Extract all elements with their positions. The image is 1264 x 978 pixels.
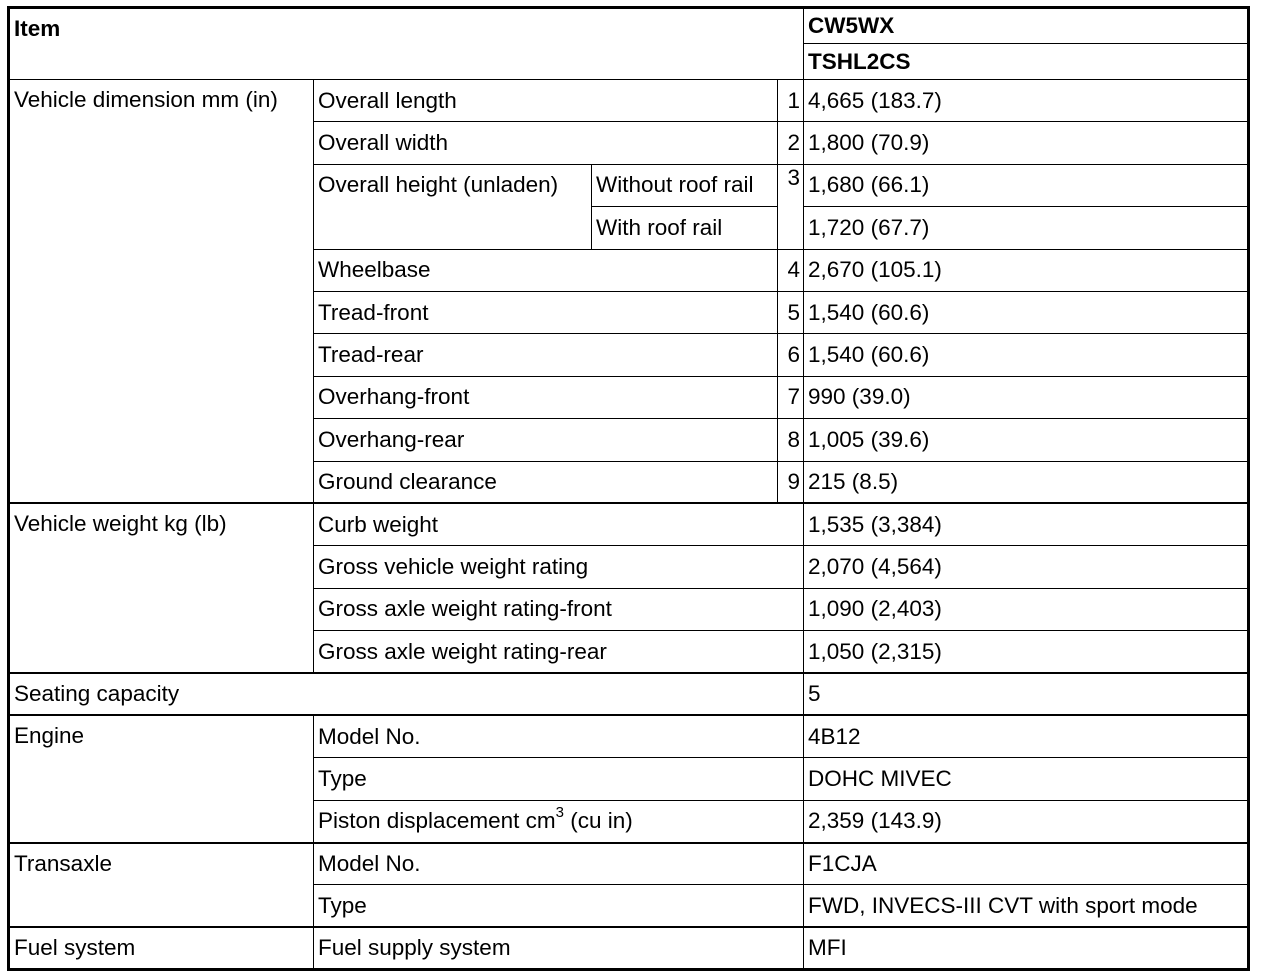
- row-value: 1,090 (2,403): [804, 588, 1249, 630]
- seating-label: Seating capacity: [9, 673, 804, 715]
- row-label: Ground clearance: [314, 461, 778, 503]
- row-value: 1,050 (2,315): [804, 631, 1249, 673]
- row-sublabel: With roof rail: [592, 207, 778, 249]
- row-label: Model No.: [314, 715, 804, 757]
- row-number: 8: [778, 419, 804, 461]
- row-number: 4: [778, 249, 804, 291]
- row-number: 1: [778, 80, 804, 122]
- row-number: 6: [778, 334, 804, 376]
- row-value: F1CJA: [804, 843, 1249, 885]
- row-value: MFI: [804, 927, 1249, 969]
- row-number: 2: [778, 122, 804, 164]
- row-label: Overhang-rear: [314, 419, 778, 461]
- row-label: Wheelbase: [314, 249, 778, 291]
- row-value: 2,359 (143.9): [804, 800, 1249, 842]
- table-row: [9, 843, 1249, 885]
- row-label: [314, 800, 804, 842]
- row-label: Gross axle weight rating-rear: [314, 631, 804, 673]
- row-label: Overall height (unladen): [314, 164, 592, 249]
- row-value: 215 (8.5): [804, 461, 1249, 503]
- row-label: Tread-front: [314, 291, 778, 333]
- weight-group-label: Vehicle weight kg (lb): [9, 503, 314, 673]
- row-value: 1,720 (67.7): [804, 207, 1249, 249]
- row-number: 9: [778, 461, 804, 503]
- row-label: Overall length: [314, 80, 778, 122]
- dimension-group-label: Vehicle dimension mm (in): [9, 80, 314, 504]
- row-value: 1,535 (3,384): [804, 503, 1249, 545]
- table-row: [9, 503, 1249, 545]
- model-code-header: CW5WX: [804, 8, 1249, 44]
- row-label: Type: [314, 758, 804, 800]
- row-number: 5: [778, 291, 804, 333]
- row-label: Fuel supply system: [314, 927, 804, 969]
- row-label: Overhang-front: [314, 376, 778, 418]
- row-label: Model No.: [314, 843, 804, 885]
- row-value: DOHC MIVEC: [804, 758, 1249, 800]
- model-grade-header: TSHL2CS: [804, 44, 1249, 80]
- transaxle-group-label: Transaxle: [9, 843, 314, 928]
- table-row: [9, 927, 1249, 969]
- row-value: 990 (39.0): [804, 376, 1249, 418]
- header-row: [9, 8, 1249, 44]
- row-label: Tread-rear: [314, 334, 778, 376]
- item-header: Item: [9, 8, 804, 80]
- row-value: FWD, INVECS-III CVT with sport mode: [804, 885, 1249, 927]
- row-value: 1,540 (60.6): [804, 334, 1249, 376]
- row-value: 2,670 (105.1): [804, 249, 1249, 291]
- row-value: 2,070 (4,564): [804, 546, 1249, 588]
- row-label: Curb weight: [314, 503, 804, 545]
- table-row: [9, 673, 1249, 715]
- specifications-table: [7, 6, 1250, 971]
- row-label: Type: [314, 885, 804, 927]
- engine-group-label: Engine: [9, 715, 314, 842]
- table-row: [9, 715, 1249, 757]
- seating-value: 5: [804, 673, 1249, 715]
- row-value: 1,680 (66.1): [804, 164, 1249, 206]
- row-label: Gross axle weight rating-front: [314, 588, 804, 630]
- displacement-label: Piston displacement cm: [318, 808, 556, 834]
- fuel-group-label: Fuel system: [9, 927, 314, 969]
- row-value: 1,005 (39.6): [804, 419, 1249, 461]
- row-value: 4B12: [804, 715, 1249, 757]
- row-label: Gross vehicle weight rating: [314, 546, 804, 588]
- table-row: [9, 80, 1249, 122]
- row-label: Overall width: [314, 122, 778, 164]
- row-number: 3: [778, 164, 804, 249]
- row-value: 1,540 (60.6): [804, 291, 1249, 333]
- row-value: 4,665 (183.7): [804, 80, 1249, 122]
- row-number: 7: [778, 376, 804, 418]
- row-sublabel: Without roof rail: [592, 164, 778, 206]
- displacement-unit: (cu in): [563, 808, 633, 834]
- row-value: 1,800 (70.9): [804, 122, 1249, 164]
- displacement-exponent: 3: [555, 804, 564, 822]
